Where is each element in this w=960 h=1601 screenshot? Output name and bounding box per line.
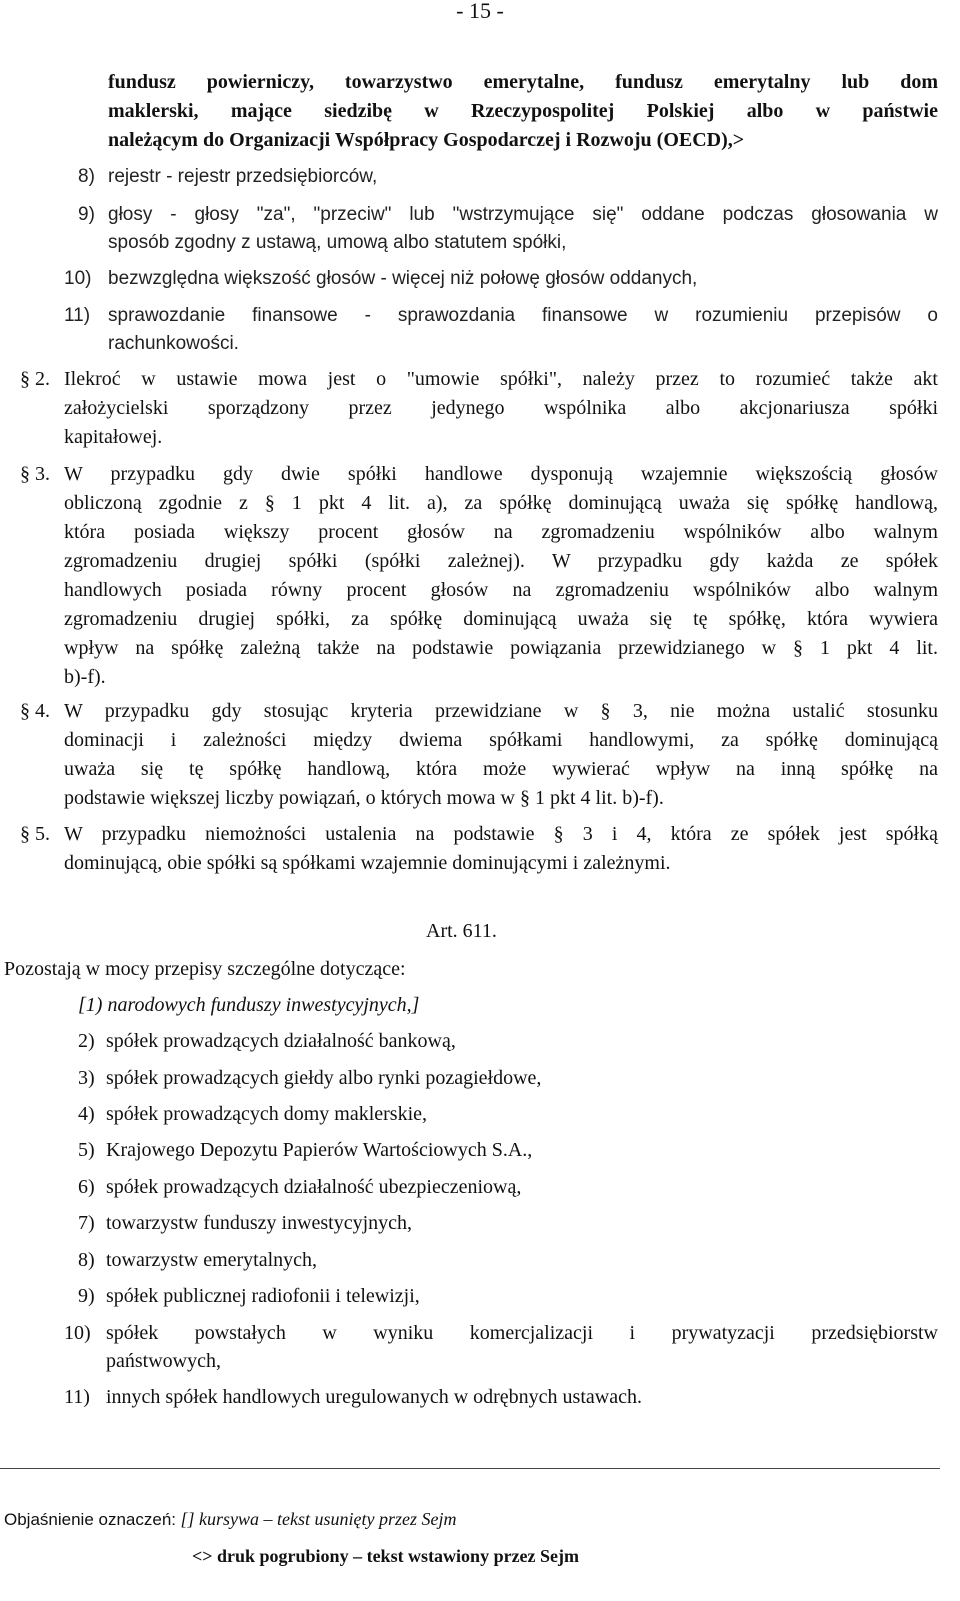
- definition-text: rachunkowości.: [108, 333, 239, 354]
- article-title: Art. 611.: [426, 920, 497, 942]
- article-item-text: spółek prowadzących domy maklerskie,: [106, 1103, 428, 1125]
- article-item-number: 2): [78, 1030, 95, 1052]
- article-item-number: 9): [78, 1285, 95, 1307]
- section-text: podstawie większej liczby powiązań, o których mowa w § 1 pkt 4 lit. b)-f).: [64, 787, 664, 809]
- section-text: obliczoną zgodnie z § 1 pkt 4 lit. a), za spółkę dominującą uważa się spółkę handlową,: [64, 492, 938, 514]
- article-item-number: 5): [78, 1139, 95, 1161]
- article-item-text: spółek powstałych w wyniku komercjalizacji i prywatyzacji przedsiębiorstw: [106, 1322, 938, 1344]
- article-item-number: 6): [78, 1176, 95, 1198]
- article-item-text: Krajowego Depozytu Papierów Wartościowych S.A.,: [106, 1139, 533, 1161]
- definition-text: bezwzględna większość głosów - więcej niż połowę głosów oddanych,: [108, 268, 698, 289]
- section-text: W przypadku gdy dwie spółki handlowe dysponują wzajemnie większością głosów: [64, 463, 938, 485]
- section-text: W przypadku gdy stosując kryteria przewidziane w § 3, nie można ustalić stosunku: [64, 700, 938, 722]
- definition-text: głosy - głosy "za", "przeciw" lub "wstrzymujące się" oddane podczas głosowania w: [108, 204, 938, 225]
- article-item-text: spółek prowadzących giełdy albo rynki pozagiełdowe,: [106, 1067, 542, 1089]
- intro-line: fundusz powierniczy, towarzystwo emerytalne, fundusz emerytalny lub dom: [108, 71, 938, 93]
- section-number: § 5.: [20, 823, 50, 845]
- article-item-text: spółek prowadzących działalność ubezpieczeniową,: [106, 1176, 522, 1198]
- section-text: kapitałowej.: [64, 426, 163, 448]
- section-number: § 2.: [20, 368, 50, 390]
- definition-text: sprawozdanie finansowe - sprawozdania finansowe w rozumieniu przepisów o: [108, 305, 938, 326]
- legend-label: Objaśnienie oznaczeń:: [4, 1510, 177, 1529]
- article-item-number: 7): [78, 1212, 95, 1234]
- article-intro: Pozostają w mocy przepisy szczególne dotyczące:: [4, 958, 406, 980]
- section-text: handlowych posiada równy procent głosów na zgromadzeniu wspólników albo walnym: [64, 579, 938, 601]
- article-item-text: innych spółek handlowych uregulowanych w odrębnych ustawach.: [106, 1386, 642, 1408]
- section-text: która posiada większy procent głosów na zgromadzeniu wspólników albo walnym: [64, 521, 938, 543]
- article-removed-item: [1) narodowych funduszy inwestycyjnych,]: [78, 994, 420, 1016]
- section-text: uważa się tę spółkę handlową, która może wywierać wpływ na inną spółkę na: [64, 758, 938, 780]
- section-text: dominacji i zależności między dwiema spółkami handlowymi, za spółkę dominującą: [64, 729, 938, 751]
- article-item-number: 10): [64, 1322, 91, 1344]
- section-text: wpływ na spółkę zależną także na podstawie powiązania przewidzianego w § 1 pkt 4 lit.: [64, 637, 938, 659]
- definition-text: rejestr - rejestr przedsiębiorców,: [108, 166, 378, 187]
- intro-line: należącym do Organizacji Współpracy Gospodarczej i Rozwoju (OECD),>: [108, 129, 745, 151]
- article-item-number: 11): [64, 1386, 90, 1408]
- definition-number: 9): [78, 204, 95, 225]
- article-item-text: towarzystw funduszy inwestycyjnych,: [106, 1212, 413, 1234]
- legend-removed: [] kursywa – tekst usunięty przez Sejm: [180, 1509, 457, 1529]
- legend-removed-row: [4, 1508, 456, 1531]
- intro-line: maklerski, mające siedzibę w Rzeczypospolitej Polskiej albo w państwie: [108, 100, 938, 122]
- article-item-number: 4): [78, 1103, 95, 1125]
- section-text: Ilekroć w ustawie mowa jest o "umowie spółki", należy przez to rozumieć także akt: [64, 368, 938, 390]
- article-item-number: 3): [78, 1067, 95, 1089]
- article-item-text: państwowych,: [106, 1350, 221, 1372]
- footer-divider: [0, 1468, 940, 1469]
- section-text: W przypadku niemożności ustalenia na podstawie § 3 i 4, która ze spółek jest spółką: [64, 823, 938, 845]
- section-text: b)-f).: [64, 666, 106, 688]
- section-number: § 4.: [20, 700, 50, 722]
- article-item-number: 8): [78, 1249, 95, 1271]
- section-text: zgromadzeniu drugiej spółki, za spółkę dominującą uważa się tę spółkę, która wywiera: [64, 608, 938, 630]
- definition-number: 11): [64, 305, 91, 326]
- definition-number: 8): [78, 166, 95, 187]
- legend-added: <> druk pogrubiony – tekst wstawiony przez Sejm: [192, 1546, 580, 1566]
- section-number: § 3.: [20, 463, 50, 485]
- article-item-text: spółek publicznej radiofonii i telewizji,: [106, 1285, 420, 1307]
- article-item-text: spółek prowadzących działalność bankową,: [106, 1030, 456, 1052]
- section-text: założycielski sporządzony przez jedynego wspólnika albo akcjonariusza spółki: [64, 397, 938, 419]
- page-number: - 15 -: [456, 0, 504, 23]
- section-text: zgromadzeniu drugiej spółki (spółki zależnej). W przypadku gdy każda ze spółek: [64, 550, 938, 572]
- section-text: dominującą, obie spółki są spółkami wzajemnie dominującymi i zależnymi.: [64, 852, 671, 874]
- definition-number: 10): [64, 268, 92, 289]
- definition-text: sposób zgodny z ustawą, umową albo statutem spółki,: [108, 232, 567, 253]
- article-item-text: towarzystw emerytalnych,: [106, 1249, 318, 1271]
